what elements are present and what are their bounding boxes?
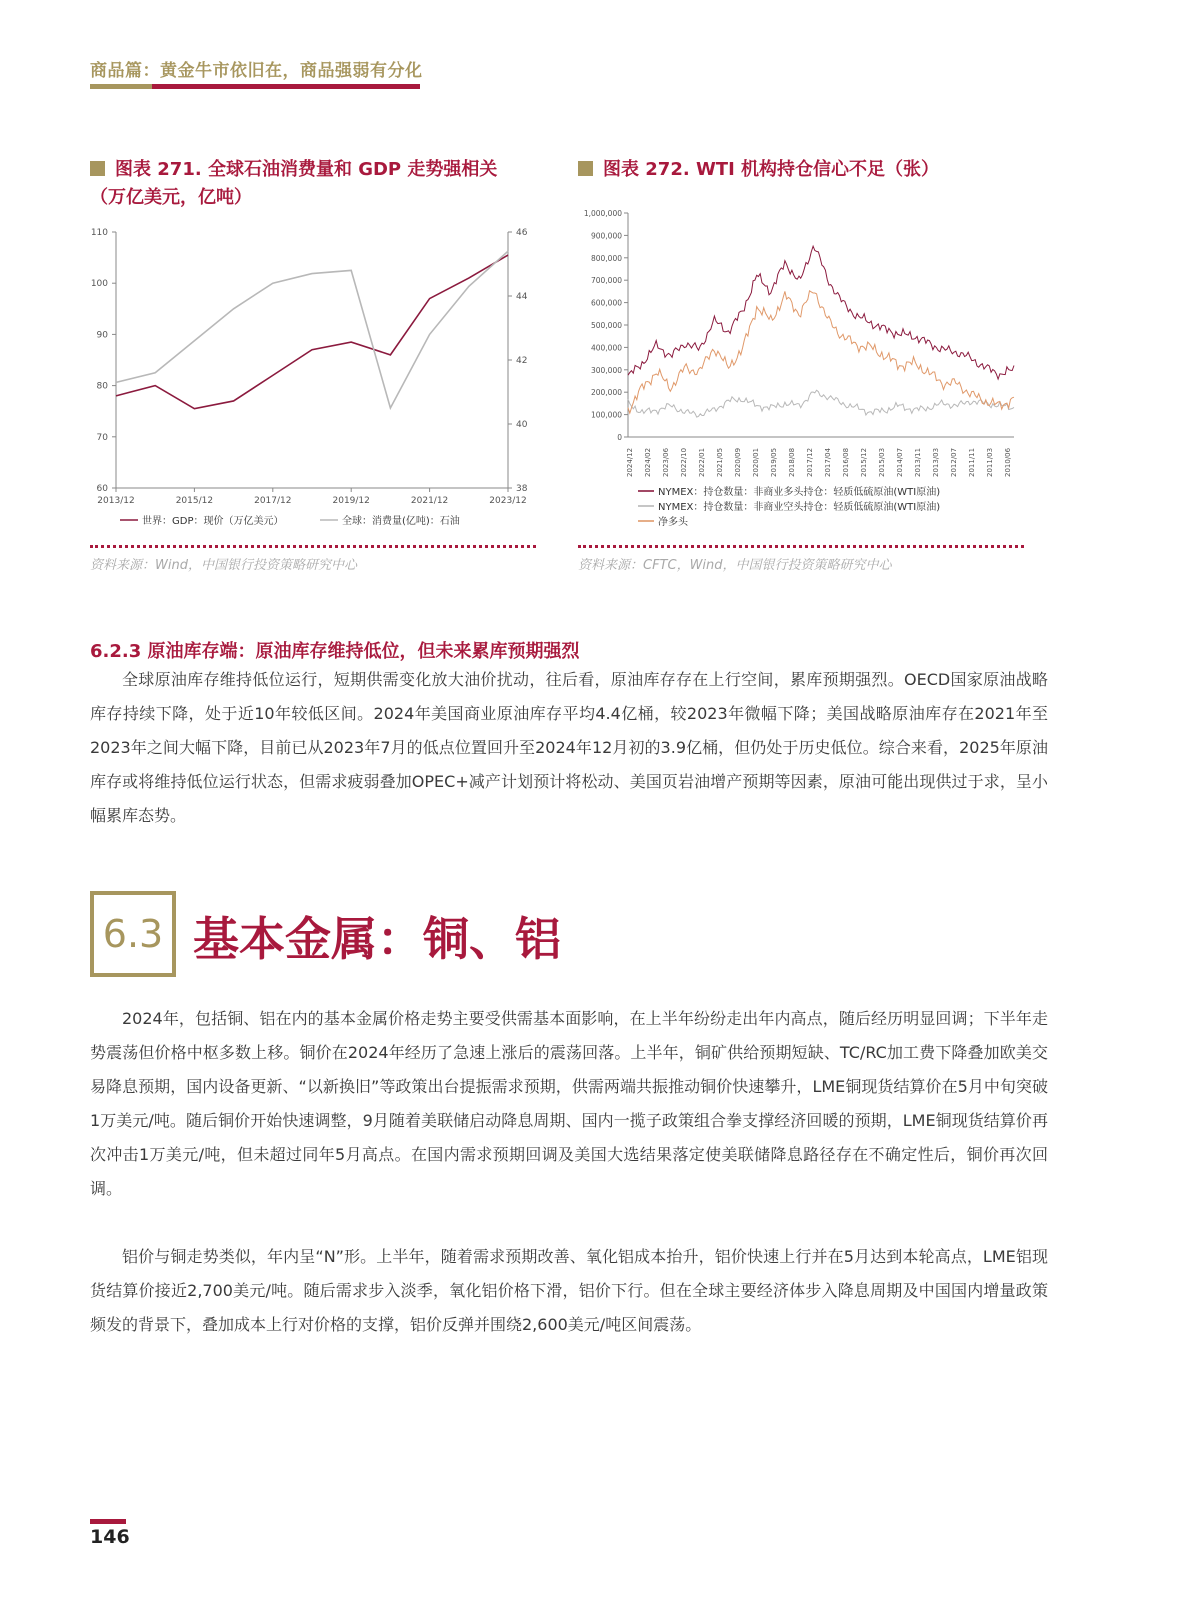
series-line-oil-consumption	[116, 251, 508, 408]
x-tick-label: 2017/12	[254, 496, 292, 506]
y-tick-label: 700,000	[590, 276, 622, 286]
x-tick-label: 2017/12	[806, 447, 814, 477]
x-tick-label: 2019/12	[332, 496, 370, 506]
section-63-title: 基本金属：铜、铝	[193, 912, 561, 966]
y-tick-label: 200,000	[590, 388, 622, 398]
x-tick-label: 2012/07	[950, 447, 958, 477]
x-tick-label: 2021/12	[410, 496, 449, 506]
x-tick-label: 2023/06	[662, 447, 670, 477]
header-rule-gold	[90, 84, 152, 89]
x-tick-label: 2013/03	[932, 447, 940, 477]
y-tick-label: 1,000,000	[583, 209, 622, 218]
x-tick-label: 2014/07	[896, 447, 904, 477]
y-right-tick-label: 38	[516, 484, 528, 494]
x-tick-label: 2018/08	[788, 447, 796, 477]
x-tick-label: 2019/05	[770, 447, 778, 477]
series-line-short-positions	[628, 390, 1014, 417]
figure-marker-icon	[90, 161, 105, 176]
x-tick-label: 2017/04	[824, 447, 832, 477]
figure-271-title-line1: 图表 271. 全球石油消费量和 GDP 走势强相关	[115, 159, 498, 180]
figure-272-source: 资料来源：CFTC，Wind，中国银行投资策略研究中心	[578, 558, 892, 573]
figure-marker-icon	[578, 161, 593, 176]
legend-label-oil: 全球：消费量(亿吨)：石油	[342, 516, 460, 527]
y-left-tick-label: 90	[96, 330, 108, 341]
x-tick-label: 2023/12	[489, 496, 527, 506]
x-tick-label: 2013/12	[97, 496, 135, 506]
y-left-tick-label: 100	[90, 279, 108, 290]
y-tick-label: 300,000	[590, 365, 622, 375]
x-tick-label: 2024/02	[644, 447, 652, 477]
y-left-tick-label: 70	[96, 432, 108, 443]
chart-oil-gdp	[80, 222, 540, 534]
page-number-rule	[90, 1519, 126, 1524]
x-tick-label: 2020/01	[752, 447, 760, 477]
figure-271-title-line2: （万亿美元，亿吨）	[90, 187, 252, 208]
figure-272-divider	[578, 545, 1024, 548]
section-63-number: 6.3	[90, 891, 176, 977]
x-tick-label: 2021/05	[716, 447, 724, 477]
x-tick-label: 2011/11	[968, 447, 976, 477]
x-tick-label: 2011/03	[986, 447, 994, 477]
y-left-tick-label: 60	[96, 484, 108, 494]
y-right-tick-label: 42	[516, 356, 528, 366]
figure-271-title	[90, 156, 497, 212]
header-title: 商品篇：黄金牛市依旧在，商品强弱有分化	[90, 61, 423, 81]
y-tick-label: 500,000	[590, 321, 622, 330]
y-left-tick-label: 110	[90, 228, 108, 238]
y-tick-label: 900,000	[590, 231, 622, 241]
x-tick-label: 2020/09	[734, 447, 742, 477]
x-tick-label: 2010/06	[1004, 447, 1012, 477]
figure-271-divider	[90, 545, 536, 548]
y-tick-label: 600,000	[590, 298, 622, 308]
series-line-gdp	[116, 255, 508, 409]
y-tick-label: 0	[617, 433, 622, 442]
section-623-heading: 6.2.3 原油库存端：原油库存维持低位，但未来累库预期强烈	[90, 641, 580, 662]
y-left-tick-label: 80	[96, 381, 108, 392]
section-63-paragraph-2: 铝价与铜走势类似，年内呈“N”形。上半年，随着需求预期改善、氧化铝成本抬升，铝价快速上行并在5月达到本轮高点，LME铝现货结算价接近2,700美元/吨。随后需求步入淡季，氧化铝价格下滑，铝价下行。但在全球主要经济体步入降息周期及中国国内增量政策频发的背景下，叠加成本上行对价格的支撑，铝价反弹并围绕2,600美元/吨区间震荡。	[90, 1247, 1048, 1334]
x-tick-label: 2013/11	[914, 447, 922, 477]
legend-label-short: NYMEX：持仓数量：非商业空头持仓：轻质低硫原油(WTI原油)	[658, 502, 941, 513]
x-tick-label: 2016/08	[842, 447, 850, 477]
figure-272-title-text: 图表 272. WTI 机构持仓信心不足（张）	[603, 159, 940, 180]
section-623-paragraph: 全球原油库存维持低位运行，短期供需变化放大油价扰动，往后看，原油库存存在上行空间，累库预期强烈。OECD国家原油战略库存持续下降，处于近10年较低区间。2024年美国商业原油库存平均4.4亿桶，较2023年微幅下降；美国战略原油库存在2021年至2023年之间大幅下降，目前已从2023年7月的低点位置回升至2024年12月初的3.9亿桶，但仍处于历史低位。综合来看，2025年原油库存或将维持低位运行状态，但需求疲弱叠加OPEC+减产计划预计将松动、美国页岩油增产预期等因素，原油可能出现供过于求，呈小幅累库态势。	[90, 670, 1048, 825]
legend-label-net: 净多头	[658, 517, 688, 528]
series-line-long-positions	[628, 246, 1014, 379]
header-rule-red	[152, 84, 420, 89]
y-right-tick-label: 44	[516, 292, 528, 302]
legend-label-long: NYMEX：持仓数量：非商业多头持仓：轻质低硫原油(WTI原油)	[658, 487, 941, 498]
y-tick-label: 800,000	[590, 253, 622, 263]
y-tick-label: 400,000	[590, 343, 622, 353]
page-number: 146	[90, 1526, 130, 1548]
x-tick-label: 2015/12	[860, 447, 868, 477]
x-tick-label: 2022/01	[698, 447, 706, 477]
legend-label-gdp: 世界：GDP：现价（万亿美元）	[142, 516, 284, 527]
x-tick-label: 2015/12	[175, 496, 214, 506]
x-tick-label: 2022/10	[680, 447, 688, 477]
figure-271-source: 资料来源：Wind，中国银行投资策略研究中心	[90, 558, 357, 573]
chart-wti-positions	[570, 205, 1040, 535]
y-right-tick-label: 40	[516, 420, 528, 430]
y-tick-label: 100,000	[590, 410, 622, 420]
x-tick-label: 2015/03	[878, 447, 886, 477]
y-right-tick-label: 46	[516, 228, 528, 238]
figure-272-title	[578, 156, 939, 184]
section-63-paragraph-1: 2024年，包括铜、铝在内的基本金属价格走势主要受供需基本面影响，在上半年纷纷走出年内高点，随后经历明显回调；下半年走势震荡但价格中枢多数上移。铜价在2024年经历了急速上涨后的震荡回落。上半年，铜矿供给预期短缺、TC/RC加工费下降叠加欧美交易降息预期，国内设备更新、“以新换旧”等政策出台提振需求预期，供需两端共振推动铜价快速攀升，LME铜现货结算价在5月中旬突破1万美元/吨。随后铜价开始快速调整，9月随着美联储启动降息周期、国内一揽子政策组合拳支撑经济回暖的预期，LME铜现货结算价再次冲击1万美元/吨，但未超过同年5月高点。在国内需求预期回调及美国大选结果落定使美联储降息路径存在不确定性后，铜价再次回调。	[90, 1009, 1048, 1198]
x-tick-label: 2024/12	[626, 447, 634, 477]
